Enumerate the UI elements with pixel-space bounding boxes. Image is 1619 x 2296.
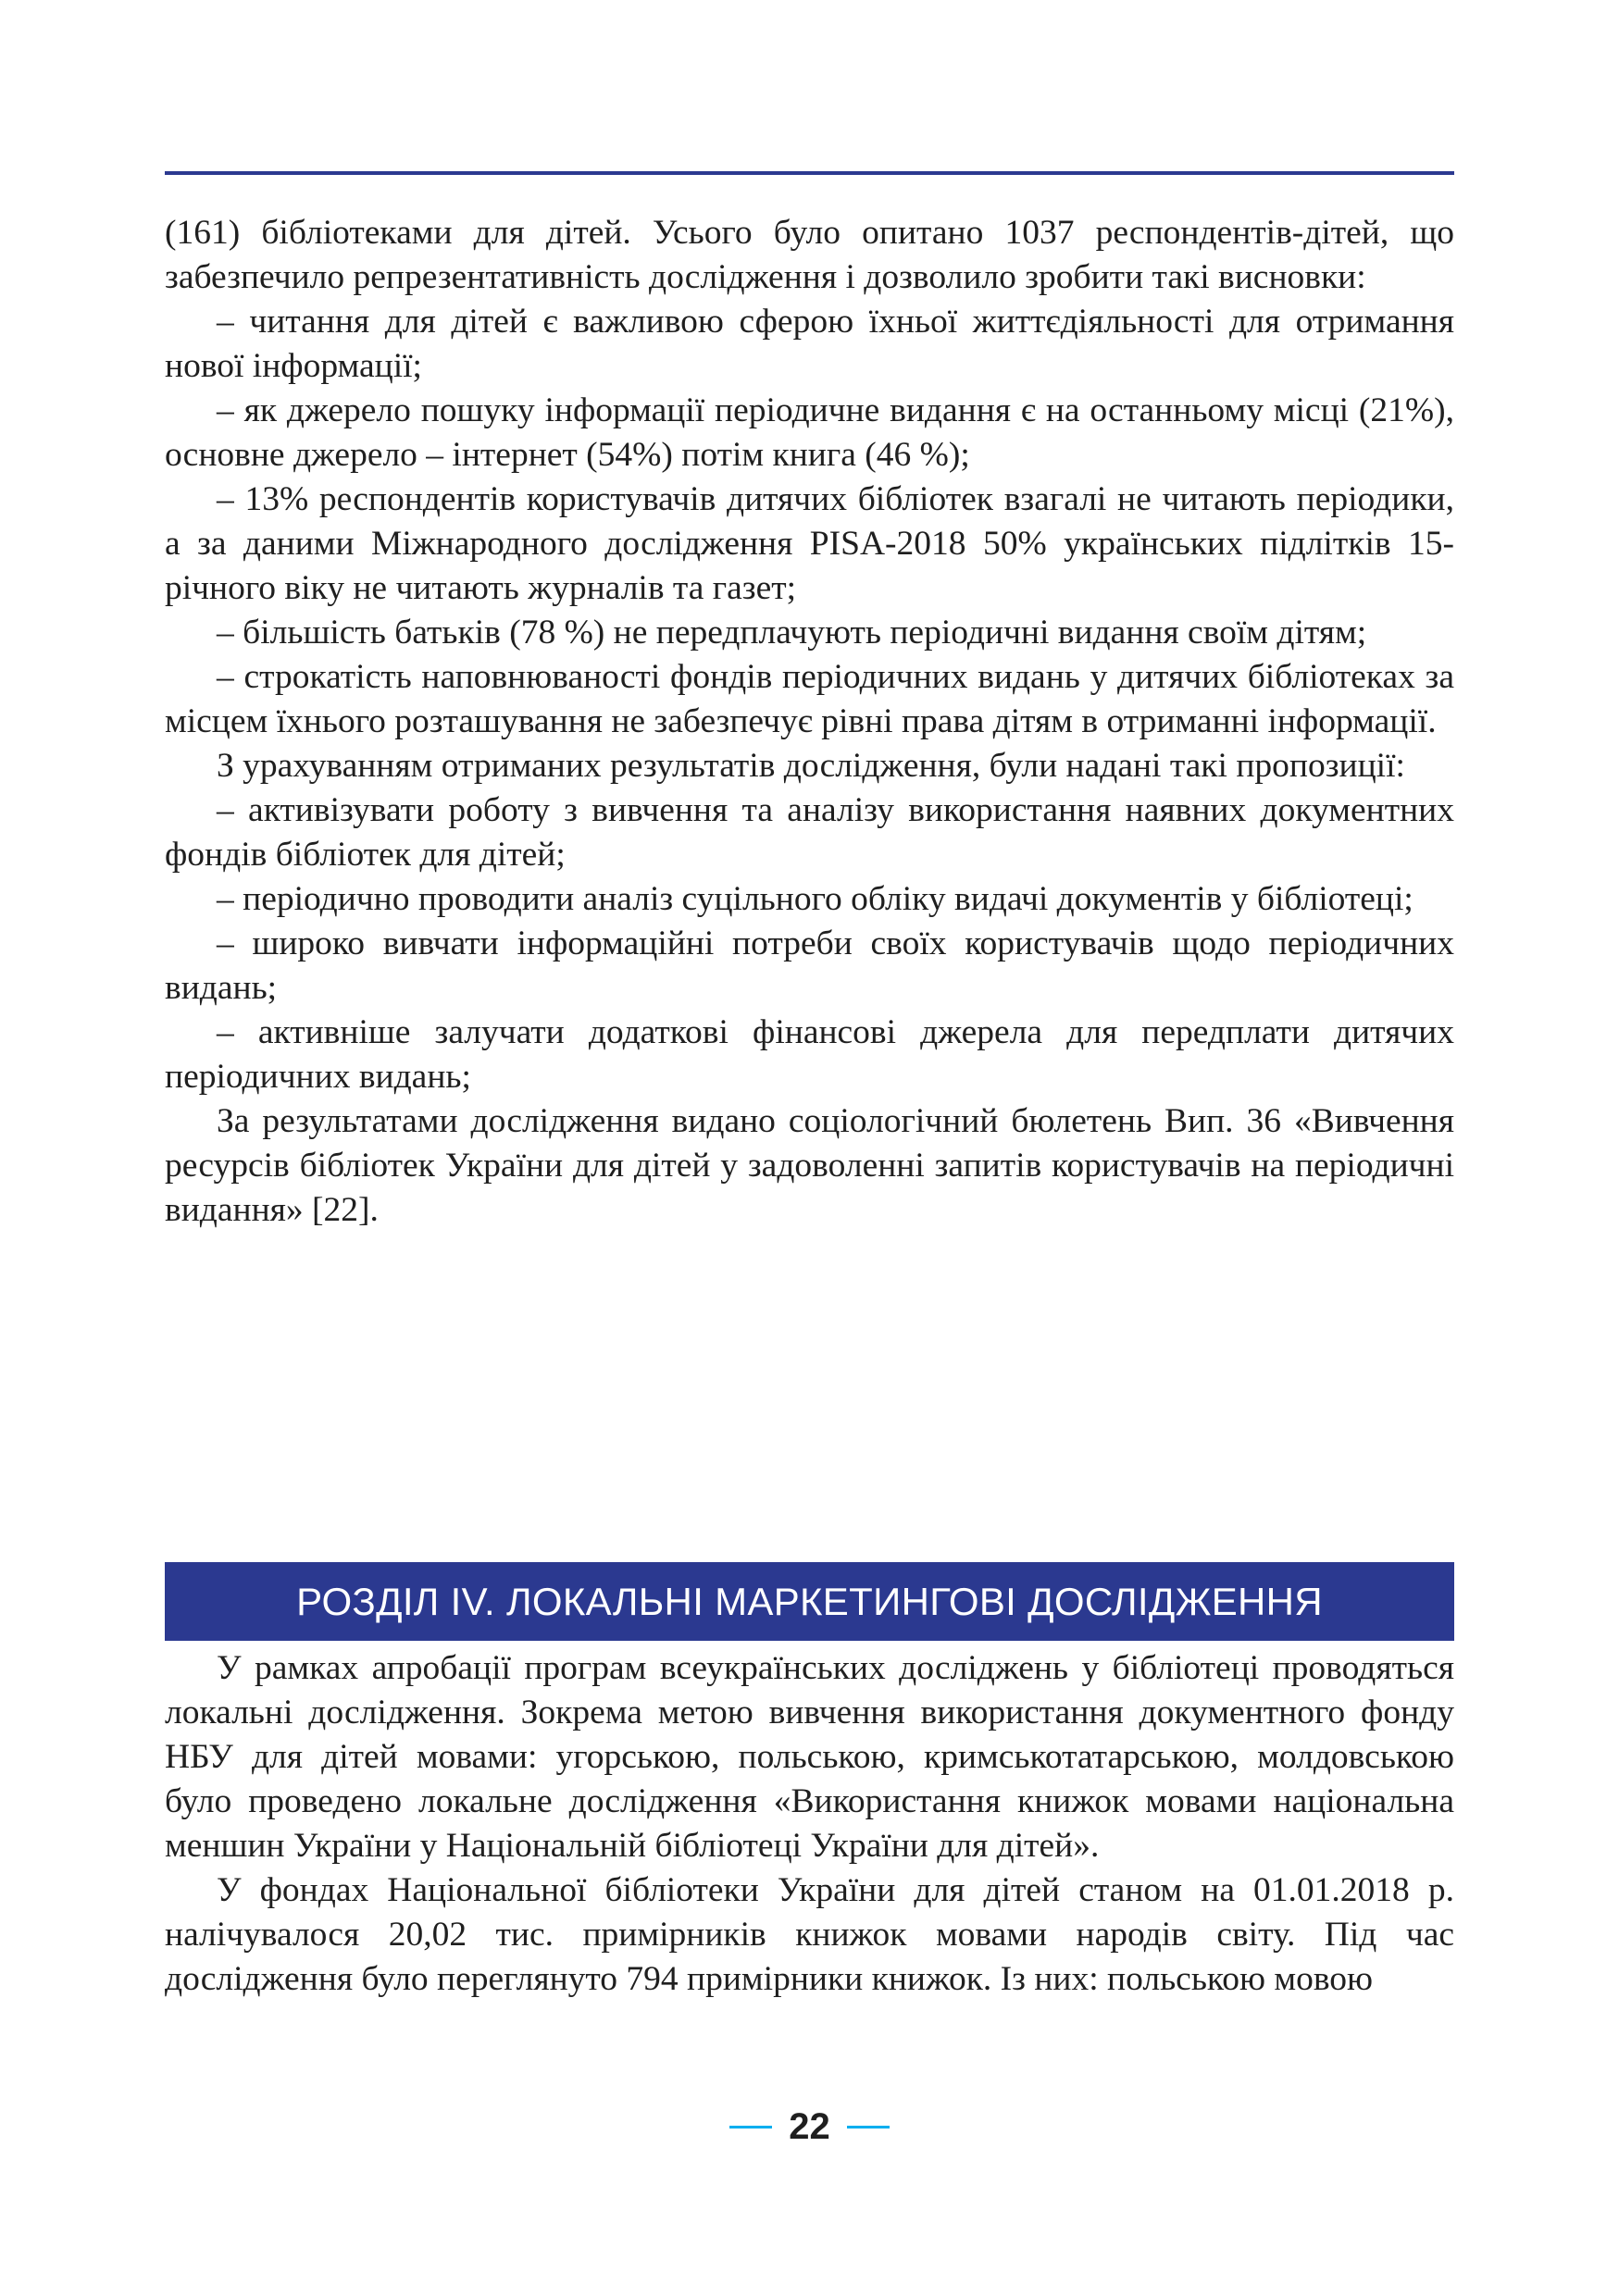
- paragraph: – як джерело пошуку інформації періодичне видання є на останньому місці (21%), основне джерело – інтернет (54%) потім книга (46 %);: [165, 391, 1454, 474]
- paragraph: За результатами дослідження видано соціологічний бюлетень Вип. 36 «Вивчення ресурсів бібліотек України для дітей у задоволенні запитів користувачів на періодичні видання» [22].: [165, 1102, 1454, 1229]
- paragraph: З урахуванням отриманих результатів дослідження, були надані такі пропозиції:: [217, 747, 1405, 785]
- text-block-upper: [165, 211, 1454, 1233]
- paragraph: У фондах Національної бібліотеки України для дітей станом на 01.01.2018 р. налічувалося 20,02 тис. примірників книжок мовами народів світу. Під час дослідження було переглянуто 794 примірники книжок. Із них: польською мовою: [165, 1871, 1454, 1998]
- section-heading: [165, 1562, 1454, 1641]
- paragraph: – 13% респондентів користувачів дитячих бібліотек взагалі не читають періодики, а за даними Міжнародного дослідження PISA-2018 50% українських підлітків 15-річного віку не читають журналів та газет;: [165, 480, 1454, 607]
- section-heading-text: РОЗДІЛ IV. ЛОКАЛЬНІ МАРКЕТИНГОВІ ДОСЛІДЖЕННЯ: [296, 1579, 1323, 1623]
- paragraph: – читання для дітей є важливою сферою їхньої життєдіяльності для отримання нової інформації;: [165, 303, 1454, 385]
- text-block-lower: [165, 1646, 1454, 2002]
- page-footer: [0, 2104, 1619, 2149]
- paragraph: – широко вивчати інформаційні потреби своїх користувачів щодо періодичних видань;: [165, 925, 1454, 1007]
- paragraph: – періодично проводити аналіз суцільного обліку видачі документів у бібліотеці;: [217, 880, 1414, 918]
- footer-dash-left: [729, 2126, 772, 2128]
- paragraph: У рамках апробації програм всеукраїнських досліджень у бібліотеці проводяться локальні дослідження. Зокрема метою вивчення використання документного фонду НБУ для дітей мовами: угорською, польською, кримськотатарською, молдовською було проведено локальне дослідження «Використання книжок мовами національна меншин України у Національній бібліотеці України для дітей».: [165, 1649, 1454, 1865]
- header-rule: [165, 171, 1454, 175]
- page-number: 22: [789, 2106, 830, 2147]
- paragraph: – активніше залучати додаткові фінансові джерела для передплати дитячих періодичних видань;: [165, 1013, 1454, 1096]
- paragraph: – активізувати роботу з вивчення та аналізу використання наявних документних фондів бібліотек для дітей;: [165, 791, 1454, 874]
- paragraph: – строкатість наповнюваності фондів періодичних видань у дитячих бібліотеках за місцем їхнього розташування не забезпечує рівні права дітям в отриманні інформації.: [165, 658, 1454, 740]
- paragraph: (161) бібліотеками для дітей. Усього було опитано 1037 респондентів-дітей, що забезпечило репрезентативність дослідження і дозволило зробити такі висновки:: [165, 214, 1454, 296]
- paragraph: – більшість батьків (78 %) не передплачують періодичні видання своїм дітям;: [217, 614, 1367, 652]
- footer-dash-right: [847, 2126, 890, 2128]
